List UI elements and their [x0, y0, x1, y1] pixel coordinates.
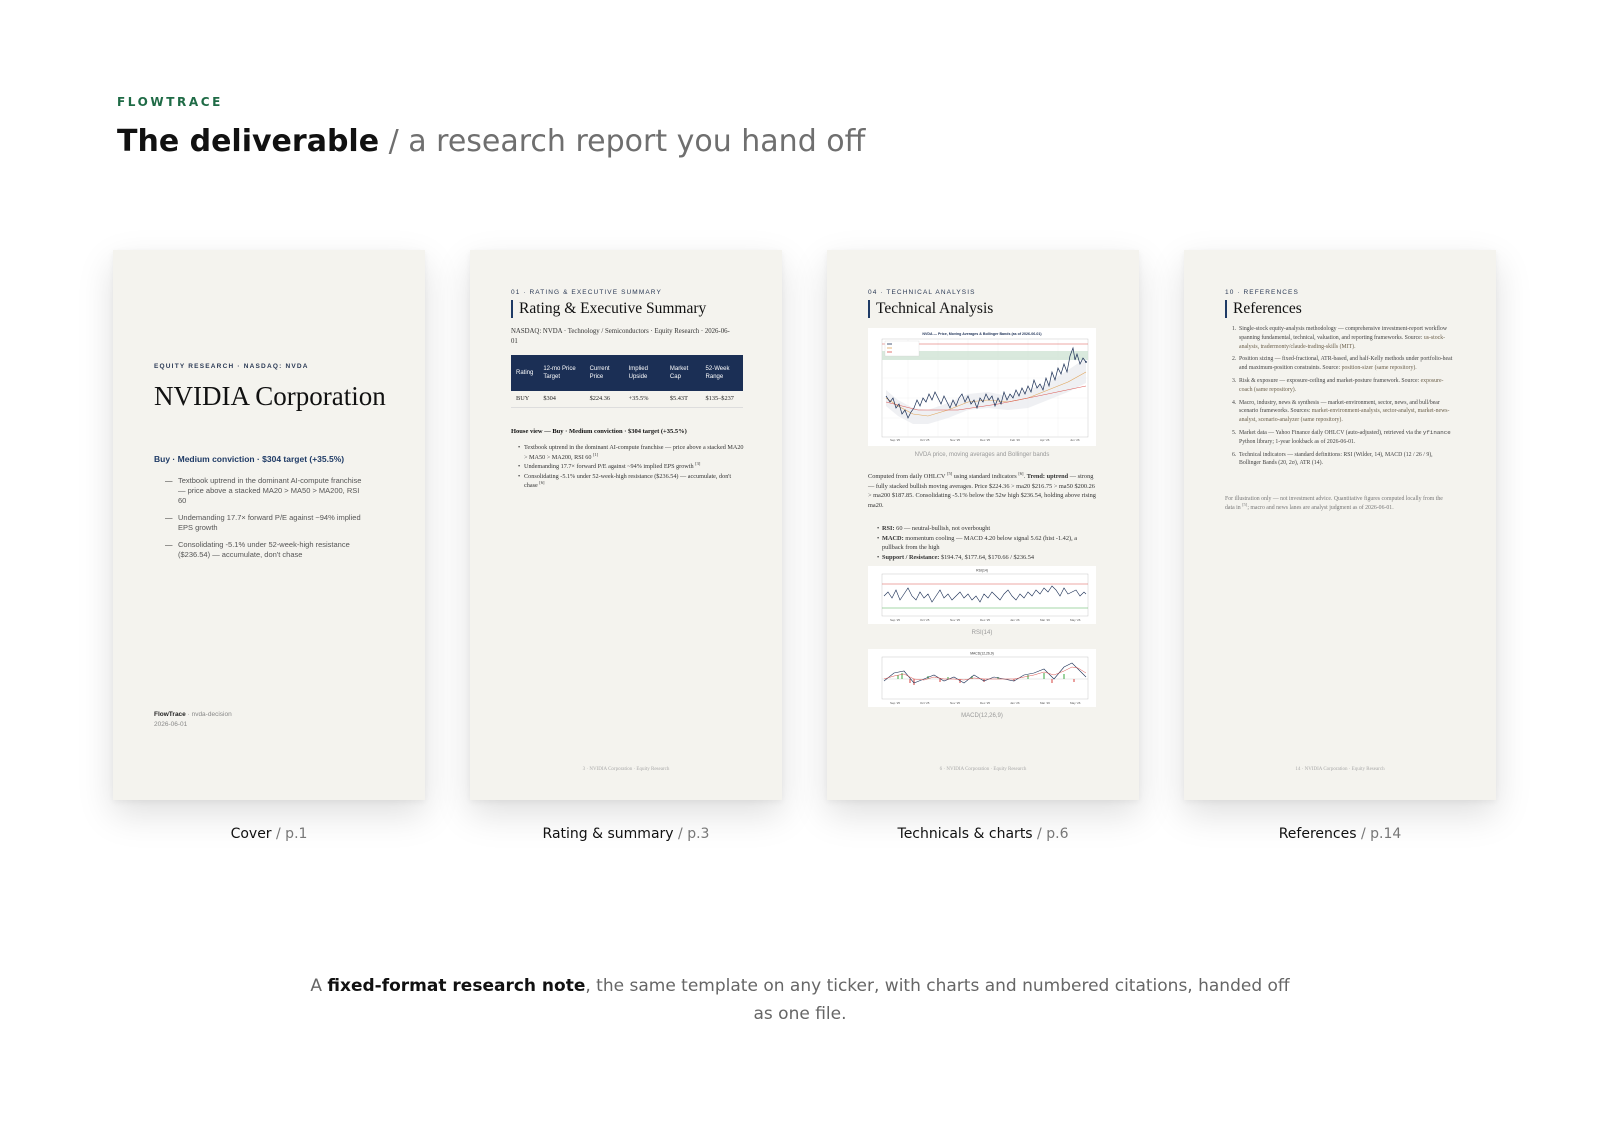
citation[interactable]: [5]: [1242, 501, 1248, 507]
svg-text:May '26: May '26: [1070, 618, 1081, 622]
caption-label: Rating & summary: [542, 826, 674, 842]
indicator-text: 60 — neutral-bullish, not overbought: [894, 525, 991, 532]
report-meta: NASDAQ: NVDA · Technology / Semiconductors · Equity Research · 2026-06-01: [511, 328, 730, 345]
citation[interactable]: [1]: [593, 451, 599, 457]
rating-table-header: Rating: [511, 355, 538, 391]
indicator-list: [877, 524, 1097, 562]
reference-item: [1232, 399, 1454, 425]
summary-bullet: [518, 462, 744, 472]
reference-text: Risk & exposure — exposure-ceiling and market-posture framework. Source:: [1239, 377, 1421, 384]
caption-page: / p.1: [271, 826, 308, 842]
caption-label: References: [1278, 826, 1357, 842]
section-title: Rating & Executive Summary: [511, 300, 706, 318]
para-text: .: [1023, 473, 1027, 480]
svg-text:Dec '25: Dec '25: [980, 438, 991, 442]
svg-text:Nov '25: Nov '25: [950, 618, 961, 622]
rsi-chart-image: [868, 566, 1096, 636]
rating-table-header: 12-mo Price Target: [538, 355, 584, 391]
price-chart-title: NVDA — Price, Moving Averages & Bollinger Bands (as of 2026-06-01): [922, 332, 1042, 336]
para-text: using standard indicators: [952, 473, 1019, 480]
indicator-text: $194.74, $177.64, $170.66 / $236.54: [939, 553, 1035, 561]
reference-text: Macro, industry, news & synthesis — market-environment, sector, news, and bull/bear scenario frameworks. Sources:: [1239, 399, 1440, 415]
cover-bullet: — Consolidating -5.1% under 52-week-high resistance ($236.54) — accumulate, don't chase: [168, 540, 368, 560]
reference-text: Technical indicators — standard definitions: RSI (Wilder, 14), MACD (12 / 26 / 9), Bollinger Bands (20, 2σ), ATR (14).: [1239, 451, 1433, 467]
rating-table-header: 52-Week Range: [701, 355, 743, 391]
bullet-text: Textbook uptrend in the dominant AI-compute franchise — price above a stacked MA20 > MA50 > MA200, RSI 60: [524, 444, 744, 461]
card-caption-references: [1184, 826, 1496, 842]
note-text: ; macro and news lanes are analyst judgment as of 2026-06-01.: [1247, 504, 1394, 511]
rating-table: [511, 355, 743, 408]
macd-chart-svg: [868, 649, 1096, 707]
reference-item: [1232, 451, 1454, 469]
svg-text:Mar '26: Mar '26: [1040, 618, 1050, 622]
card-caption-cover: [113, 826, 425, 842]
table-row: [511, 391, 743, 408]
macd-chart-image: [868, 649, 1096, 719]
reference-text: Python library; 1-year lookback as of 2026-06-01.: [1239, 438, 1356, 445]
rsi-chart-svg: [868, 566, 1096, 624]
rsi-chart-title: RSI(14): [976, 568, 988, 573]
section-title: References: [1225, 300, 1302, 318]
svg-text:Jan '26: Jan '26: [1010, 618, 1020, 622]
cover-bullet: — Undemanding 17.7× forward P/E against ~94% implied EPS growth: [168, 513, 368, 533]
summary-bullet: [518, 472, 744, 491]
reference-list: [1232, 325, 1454, 472]
svg-text:Sep '25: Sep '25: [890, 701, 901, 705]
cover-footer: [154, 710, 232, 730]
citation[interactable]: [6]: [539, 479, 545, 485]
reference-number: 4.: [1232, 399, 1237, 406]
rating-table-header: Implied Upside: [624, 355, 665, 391]
bullet-text: Consolidating -5.1% under 52-week-high resistance ($236.54) — accumulate, don't chase: [524, 472, 732, 489]
reference-item: [1232, 355, 1454, 373]
caption-page: / p.3: [673, 826, 710, 842]
footer-text: A: [310, 976, 328, 996]
page-footer: 3 · NVIDIA Corporation · Equity Research: [582, 767, 670, 772]
indicator-label: RSI:: [882, 525, 895, 532]
citation[interactable]: [3]: [695, 460, 701, 466]
report-page-rating-summary[interactable]: [470, 250, 782, 800]
rating-cell: BUY: [511, 391, 538, 408]
svg-text:Sep '25: Sep '25: [890, 438, 901, 442]
note-text: For illustration only — not investment advice. Quantitative figures computed locally from the data in: [1225, 496, 1443, 511]
report-page-cover[interactable]: [113, 250, 425, 800]
indicator-item: [877, 524, 1097, 534]
caption-page: / p.6: [1032, 826, 1069, 842]
svg-text:Dec '25: Dec '25: [980, 618, 991, 622]
reference-text: Market data — Yahoo Finance daily OHLCV (auto-adjusted), retrieved via the: [1239, 429, 1423, 436]
svg-text:Mar '26: Mar '26: [1040, 701, 1050, 705]
indicator-item: [877, 534, 1097, 553]
reference-code: yfinance: [1422, 428, 1451, 436]
svg-text:Oct '25: Oct '25: [920, 618, 930, 622]
section-title: Technical Analysis: [868, 300, 993, 318]
footer-emphasis: fixed-format research note: [327, 976, 586, 996]
cover-kicker: EQUITY RESEARCH · NASDAQ: NVDA: [154, 363, 309, 370]
citation[interactable]: [5]: [946, 470, 953, 476]
macd-chart-caption: MACD(12,26,9): [961, 713, 1003, 719]
trend-label: Trend: uptrend: [1026, 473, 1069, 480]
cover-bullet: — Textbook uptrend in the dominant AI-compute franchise — price above a stacked MA20 > MA50 > MA200, RSI 60: [168, 476, 368, 506]
footer-description: [300, 972, 1300, 1028]
caption-label: Technicals & charts: [897, 826, 1033, 842]
reference-number: 2.: [1232, 356, 1237, 363]
brand-label: FLOWTRACE: [117, 95, 223, 109]
technical-paragraph: [868, 472, 1096, 510]
rating-table-header: Market Cap: [665, 355, 701, 391]
house-view: House view — Buy · Medium conviction · $304 target (+35.5%): [511, 428, 687, 435]
market-cap-cell: $5.43T: [665, 391, 701, 408]
svg-text:Nov '25: Nov '25: [950, 438, 961, 442]
card-caption-rating: [470, 826, 782, 842]
summary-bullets: [518, 443, 744, 491]
svg-text:Apr '26: Apr '26: [1040, 438, 1050, 442]
cover-footer-date: 2026-06-01: [154, 721, 188, 728]
indicator-label: MACD:: [882, 534, 904, 542]
svg-text:Nov '25: Nov '25: [950, 701, 961, 705]
reference-number: 6.: [1232, 451, 1237, 458]
footer-text: , the same template on any ticker, with charts and numbered citations, handed off as one file.: [585, 976, 1290, 1024]
rsi-chart-caption: RSI(14): [971, 630, 993, 636]
citation[interactable]: [6]: [1018, 470, 1024, 476]
reference-source-link[interactable]: position-sizer (same repository).: [1341, 365, 1417, 372]
target-cell: $304: [538, 391, 584, 408]
caption-page: / p.14: [1356, 826, 1402, 842]
price-chart-caption: NVDA price, moving averages and Bollinger bands: [914, 452, 1050, 458]
page-headline: [117, 124, 865, 159]
svg-text:Oct '25: Oct '25: [920, 438, 930, 442]
cover-title: NVIDIA Corporation: [154, 381, 386, 411]
section-kicker: 01 · RATING & EXECUTIVE SUMMARY: [511, 289, 662, 296]
cover-rating: Buy · Medium conviction · $304 target (+35.5%): [154, 454, 345, 464]
reference-number: 1.: [1232, 326, 1237, 332]
page-footer: 6 · NVIDIA Corporation · Equity Research: [939, 767, 1027, 772]
page-footer: 14 · NVIDIA Corporation · Equity Research: [1295, 767, 1385, 772]
indicator-item: [877, 553, 1097, 563]
svg-text:Jun '26: Jun '26: [1070, 438, 1080, 442]
indicator-text: momentum cooling — MACD 4.20 below signal 5.62 (hist -1.42), a pullback from the high: [882, 534, 1078, 551]
svg-text:Jan '26: Jan '26: [1010, 701, 1020, 705]
reference-item: [1232, 325, 1454, 351]
price-chart-svg: [868, 328, 1096, 446]
upside-cell: +35.5%: [624, 391, 665, 408]
price-cell: $224.36: [585, 391, 624, 408]
svg-text:Sep '25: Sep '25: [890, 618, 901, 622]
report-page-references[interactable]: [1184, 250, 1496, 800]
reference-text: Single-stock equity-analysis methodology — comprehensive investment-report workflow spanning fundamental, technical, valuation, and reporting frameworks. Source:: [1239, 326, 1447, 341]
reference-source-link[interactable]: us-stock-analysis, tradermonty/claude-trading-skills (MIT).: [1239, 334, 1446, 350]
bullet-text: Undemanding 17.7× forward P/E against ~94% implied EPS growth: [524, 463, 694, 470]
headline-strong: The deliverable: [117, 124, 380, 159]
reference-item: [1232, 377, 1454, 395]
reference-source-link[interactable]: exposure-coach (same repository).: [1239, 377, 1444, 393]
reference-text: Position sizing — fixed-fractional, ATR-based, and half-Kelly methods under portfolio-heat and maximum-position constraints. Source:: [1239, 356, 1453, 372]
caption-label: Cover: [230, 826, 272, 842]
svg-text:May '26: May '26: [1070, 701, 1081, 705]
indicator-label: Support / Resistance:: [882, 553, 940, 561]
headline-light: / a research report you hand off: [379, 124, 866, 159]
cover-bullets: [168, 476, 368, 567]
section-kicker: 04 · TECHNICAL ANALYSIS: [868, 289, 976, 296]
range-cell: $135–$237: [701, 391, 743, 408]
card-caption-technicals: [827, 826, 1139, 842]
disclaimer-note: [1225, 495, 1453, 513]
reference-item: [1232, 428, 1454, 447]
reference-source-link[interactable]: market-environment-analysis, sector-analyst, market-news-analyst, scenario-analyzer (same repository).: [1239, 408, 1450, 424]
para-text: Computed from daily OHLCV: [868, 473, 947, 480]
macd-chart-title: MACD(12,26,9): [970, 651, 994, 656]
svg-text:Feb '26: Feb '26: [1010, 438, 1020, 442]
para-text: — strong — fully stacked bullish moving averages. Price $224.36 > ma20 $216.75 > ma50 $200.26 > ma200 $187.85. Consolidating -5.1% below the 52w high $236.54, holding above rising ma20.: [868, 473, 1096, 509]
svg-text:Dec '25: Dec '25: [980, 701, 991, 705]
report-page-technicals[interactable]: [827, 250, 1139, 800]
reference-number: 3.: [1232, 377, 1237, 384]
reference-number: 5.: [1232, 429, 1237, 436]
svg-text:Oct '25: Oct '25: [920, 701, 930, 705]
rating-table-header: Current Price: [585, 355, 624, 391]
summary-bullet: [518, 443, 744, 462]
price-chart-image: [868, 328, 1096, 458]
cover-footer-project: · nvda-decision: [185, 711, 232, 718]
cover-footer-brand: FlowTrace: [154, 711, 186, 718]
section-kicker: 10 · REFERENCES: [1225, 289, 1299, 296]
